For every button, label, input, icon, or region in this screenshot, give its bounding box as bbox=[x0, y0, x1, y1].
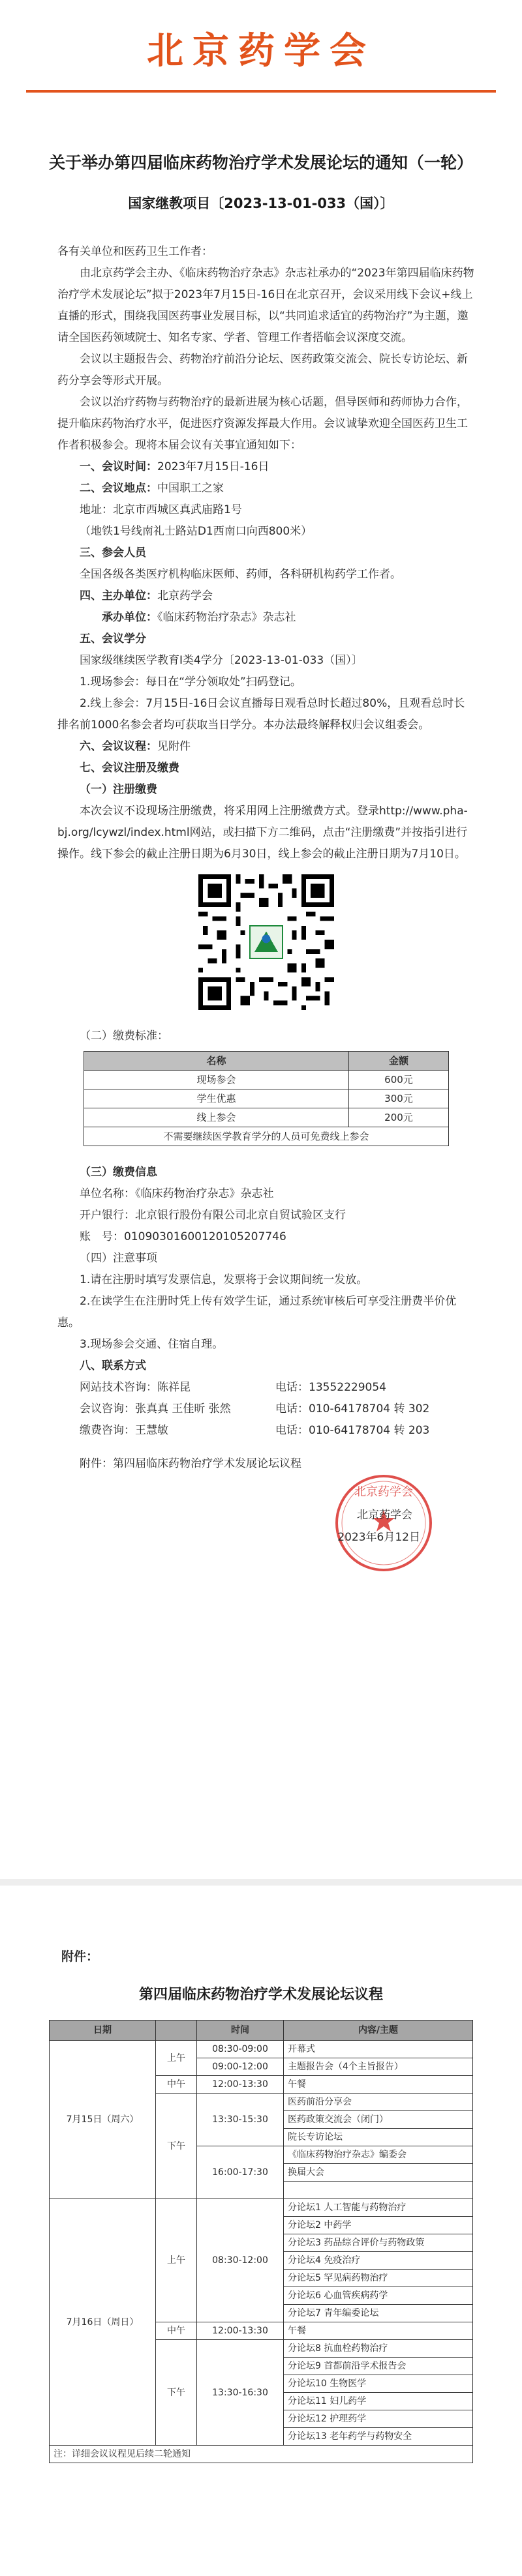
agenda-topic: 分论坛2 中药学 bbox=[284, 2217, 473, 2234]
agenda-topic: 分论坛6 心血管疾病药学 bbox=[284, 2287, 473, 2305]
signature-date: 2023年6月12日 bbox=[337, 1531, 420, 1544]
section-divider bbox=[0, 1879, 522, 1886]
fee-note: 不需要继续医学教育学分的人员可免费线上参会 bbox=[84, 1127, 449, 1146]
fee-table bbox=[84, 1051, 449, 1146]
agenda-topic: 分论坛4 免疫治疗 bbox=[284, 2252, 473, 2270]
credits-item: 2.线上参会：7月15日-16日会议直播每日观看总时长超过80%，且观看总时长排名前1000名参会者均可获取当日学分。本办法最终解释权归会议组委会。 bbox=[57, 697, 465, 732]
agenda-col-time: 时间 bbox=[197, 2021, 284, 2041]
section-time: 一、会议时间：2023年7月15日-16日 bbox=[80, 460, 269, 473]
fee-amount: 600元 bbox=[349, 1071, 449, 1089]
svg-text:北京药学会: 北京药学会 bbox=[354, 1485, 413, 1499]
section-venue: 二、会议地点：中国职工之家 bbox=[80, 482, 224, 495]
credits-item: 1.现场参会：每日在“学分领取处”扫码登记。 bbox=[80, 675, 301, 688]
contact-row: 网站技术咨询：陈祥昆 电话：13552229054 bbox=[80, 1381, 386, 1394]
attachment-note: 附件：第四届临床药物治疗学术发展论坛议程 bbox=[80, 1457, 301, 1470]
agenda-time: 12:00-13:30 bbox=[197, 2076, 284, 2094]
agenda-topic: 分论坛10 生物医学 bbox=[284, 2375, 473, 2393]
brand-title: 北京药学会 bbox=[147, 30, 375, 72]
agenda-time: 13:30-16:30 bbox=[197, 2340, 284, 2446]
agenda-time: 09:00-12:00 bbox=[197, 2058, 284, 2076]
agenda-time: 08:30-09:00 bbox=[197, 2041, 284, 2058]
table-row bbox=[50, 2199, 473, 2217]
contact-row: 会议咨询：张真真 王佳昕 张然 电话：010-64178704 转 302 bbox=[80, 1402, 430, 1415]
fee-name: 现场参会 bbox=[84, 1071, 349, 1089]
fee-row bbox=[84, 1089, 449, 1108]
payee-bank: 开户银行：北京银行股份有限公司北京自贸试验区支行 bbox=[80, 1209, 346, 1222]
section-contacts: 八、联系方式 bbox=[80, 1359, 146, 1372]
note-item: 3.现场参会交通、住宿自理。 bbox=[80, 1338, 224, 1351]
agenda-time: 13:30-15:30 bbox=[197, 2094, 284, 2146]
table-row bbox=[50, 2446, 473, 2463]
agenda-topic: 开幕式 bbox=[284, 2041, 473, 2058]
agenda-period: 上午 bbox=[156, 2199, 197, 2322]
agenda-topic: 分论坛3 药品综合评价与药物政策 bbox=[284, 2234, 473, 2252]
notes-heading: （四）注意事项 bbox=[80, 1252, 157, 1265]
fee-col-name: 名称 bbox=[84, 1052, 349, 1071]
signature-org: 北京药学会 bbox=[357, 1509, 412, 1522]
fee-name: 线上参会 bbox=[84, 1108, 349, 1127]
agenda-topic: 分论坛5 罕见病药物治疗 bbox=[284, 2270, 473, 2287]
payee-name: 单位名称：《临床药物治疗杂志》杂志社 bbox=[80, 1187, 274, 1200]
agenda-topic: 院长专访论坛 bbox=[284, 2129, 473, 2146]
section-credits: 五、会议学分 bbox=[80, 632, 146, 645]
agenda-header bbox=[50, 2021, 473, 2041]
registration-method-text: 本次会议不设现场注册缴费，将采用网上注册缴费方式。登录http://www.pha-bj.org/lcywzl/index.html网站，或扫描下方二维码，点击“注册缴费”并按指引进行操作。线下参会的截止注册日期为6月30日，线上参会的截止注册日期为7月10日。 bbox=[57, 805, 468, 861]
salutation: 各有关单位和医药卫生工作者： bbox=[57, 245, 213, 258]
agenda-time: 16:00-17:30 bbox=[197, 2146, 284, 2199]
fee-standard-heading: （二）缴费标准： bbox=[80, 1029, 168, 1043]
signature-block bbox=[57, 1481, 475, 1573]
contact-row: 缴费咨询：王慧敏 电话：010-64178704 转 203 bbox=[80, 1424, 430, 1437]
table-row bbox=[50, 2041, 473, 2058]
section-participants: 三、参会人员 bbox=[80, 546, 146, 559]
payee-account: 账 号：01090301600120105207746 bbox=[80, 1230, 286, 1243]
fee-row bbox=[84, 1071, 449, 1089]
participants-text: 全国各级各类医疗机构临床医师、药师，各科研机构药学工作者。 bbox=[80, 568, 401, 581]
intro-paragraph: 会议以治疗药物与药物治疗的最新进展为核心话题，倡导医师和药师协力合作，提升临床药物治疗水平，促进医疗资源发挥最大作用。会议诚挚欢迎全国医药卫生工作者积极参会。现将本届会议有关事宜通知如下： bbox=[57, 396, 468, 452]
agenda-period: 上午 bbox=[156, 2041, 197, 2076]
agenda-title: 第四届临床药物治疗学术发展论坛议程 bbox=[138, 1987, 383, 2003]
qr-code-image bbox=[198, 874, 334, 1010]
brand-divider bbox=[26, 90, 496, 93]
agenda-topic: 分论坛12 护理药学 bbox=[284, 2410, 473, 2428]
fee-col-amount: 金额 bbox=[349, 1052, 449, 1071]
venue-address: 地址：北京市西城区真武庙路1号 bbox=[80, 503, 242, 516]
document-body bbox=[57, 241, 475, 1573]
agenda-time: 12:00-13:30 bbox=[197, 2322, 284, 2340]
agenda-topic bbox=[284, 2182, 473, 2199]
agenda-topic: 分论坛7 青年编委论坛 bbox=[284, 2305, 473, 2322]
agenda-topic: 分论坛11 妇儿药学 bbox=[284, 2393, 473, 2410]
note-item: 1.请在注册时填写发票信息，发票将于会议期间统一发放。 bbox=[80, 1273, 368, 1286]
agenda-col-date: 日期 bbox=[50, 2021, 156, 2041]
section-agenda: 六、会议议程：见附件 bbox=[80, 740, 191, 753]
agenda-topic: 换届大会 bbox=[284, 2164, 473, 2182]
fee-row bbox=[84, 1108, 449, 1127]
registration-method-heading: （一）注册缴费 bbox=[80, 783, 157, 796]
agenda-topic: 主题报告会（4个主旨报告） bbox=[284, 2058, 473, 2076]
document-title: 关于举办第四届临床药物治疗学术发展论坛的通知（一轮） bbox=[48, 153, 473, 172]
fee-name: 学生优惠 bbox=[84, 1089, 349, 1108]
payment-heading: （三）缴费信息 bbox=[80, 1166, 157, 1179]
agenda-topic: 分论坛9 首都前沿学术报告会 bbox=[284, 2358, 473, 2375]
agenda-topic: 医药前沿分享会 bbox=[284, 2094, 473, 2111]
agenda-topic: 午餐 bbox=[284, 2322, 473, 2340]
fee-table-header bbox=[84, 1052, 449, 1071]
agenda-topic: 分论坛1 人工智能与药物治疗 bbox=[284, 2199, 473, 2217]
agenda-topic: 午餐 bbox=[284, 2076, 473, 2094]
agenda-topic: 分论坛8 抗血栓药物治疗 bbox=[284, 2340, 473, 2358]
venue-transport: （地铁1号线南礼士路站D1西南口向西800米） bbox=[80, 525, 313, 538]
intro-paragraph: 会议以主题报告会、药物治疗前沿分论坛、医药政策交流会、院长专访论坛、新药分享会等形式开展。 bbox=[57, 353, 468, 387]
agenda-period: 下午 bbox=[156, 2340, 197, 2446]
agenda-footnote: 注：详细会议议程见后续二轮通知 bbox=[50, 2446, 473, 2463]
section-organizer: 四、主办单位：北京药学会 bbox=[80, 589, 213, 602]
agenda-period: 中午 bbox=[156, 2076, 197, 2094]
note-item: 2.在读学生在注册时凭上传有效学生证，通过系统审核后可享受注册费半价优惠。 bbox=[57, 1295, 457, 1329]
agenda-time: 08:30-12:00 bbox=[197, 2199, 284, 2322]
credits-desc: 国家级继续医学教育I类4学分〔2023-13-01-033（国）〕 bbox=[80, 654, 363, 667]
project-number: 国家继教项目〔2023-13-01-033（国）〕 bbox=[128, 196, 394, 211]
agenda-col-period bbox=[156, 2021, 197, 2041]
agenda-topic: 医药政策交流会（闭门） bbox=[284, 2111, 473, 2129]
registration-qr-code[interactable] bbox=[198, 874, 334, 1010]
fee-amount: 200元 bbox=[349, 1108, 449, 1127]
fee-note-row bbox=[84, 1127, 449, 1146]
intro-paragraph: 由北京药学会主办、《临床药物治疗杂志》杂志社承办的“2023年第四届临床药物治疗学术发展论坛”拟于2023年7月15日-16日在北京召开，会议采用线下会议+线上直播的形式，围绕我国医药事业发展目标，以“共同追求适宜的药物治疗”为主题，邀请全国医药领域院士、知名专家、学者、管理工作者搭临会议深度交流。 bbox=[57, 267, 474, 344]
agenda-topic: 分论坛13 老年药学与药物安全 bbox=[284, 2428, 473, 2446]
attachment-label: 附件： bbox=[61, 1949, 99, 1964]
agenda-period: 中午 bbox=[156, 2322, 197, 2340]
co-organizer: 承办单位：《临床药物治疗杂志》杂志社 bbox=[102, 611, 296, 624]
agenda-date: 7月15日（周六） bbox=[50, 2041, 156, 2199]
agenda-topic: 《临床药物治疗杂志》编委会 bbox=[284, 2146, 473, 2164]
fee-amount: 300元 bbox=[349, 1089, 449, 1108]
agenda-col-topic: 内容/主题 bbox=[284, 2021, 473, 2041]
section-registration: 七、会议注册及缴费 bbox=[80, 762, 179, 775]
agenda-table bbox=[49, 2020, 473, 2463]
agenda-date: 7月16日（周日） bbox=[50, 2199, 156, 2446]
agenda-period: 下午 bbox=[156, 2094, 197, 2199]
